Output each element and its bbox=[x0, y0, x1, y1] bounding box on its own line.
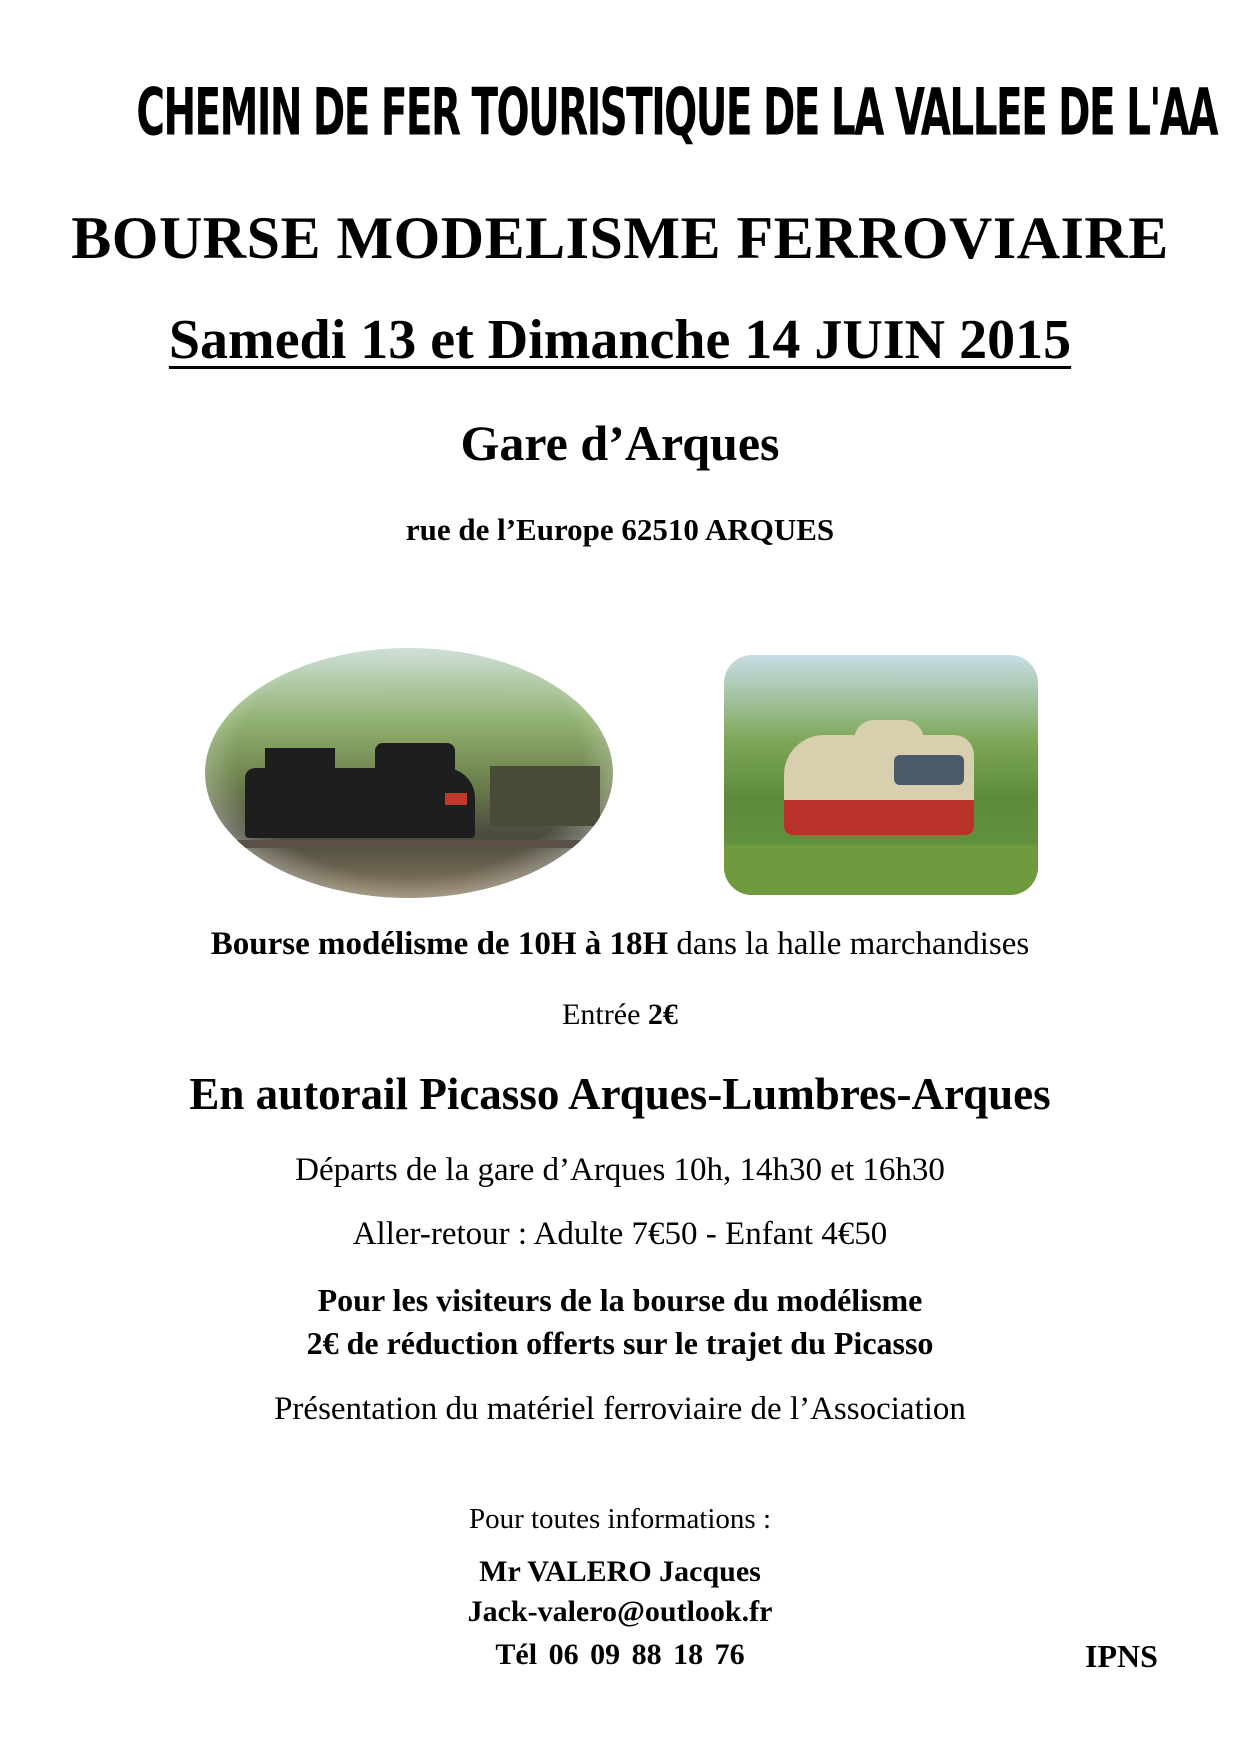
event-dates-text: Samedi 13 et Dimanche 14 JUIN 2015 bbox=[168, 309, 1072, 371]
presentation-text: Présentation du matériel ferroviaire de l’Association bbox=[274, 1391, 966, 1427]
contact-intro: Pour toutes informations : bbox=[468, 1503, 772, 1535]
autorail-title: En autorail Picasso Arques-Lumbres-Arques bbox=[189, 1069, 1051, 1119]
entry-label: Entrée bbox=[562, 998, 648, 1031]
visitor-offer-line1: Pour les visiteurs de la bourse du modélisme bbox=[317, 1282, 923, 1318]
organization-title: CHEMIN DE FER TOURISTIQUE DE LA VALLEE DE L'AA bbox=[136, 74, 1218, 151]
event-title: BOURSE MODELISME FERROVIAIRE bbox=[71, 205, 1169, 271]
contact-phone: Tél 06 09 88 18 76 bbox=[495, 1638, 745, 1671]
steam-locomotive-model-photo bbox=[205, 648, 613, 898]
event-dates bbox=[0, 309, 1240, 371]
contact-email: Jack-valero@outlook.fr bbox=[467, 1595, 773, 1628]
bourse-hours-location: dans la halle marchandises bbox=[668, 926, 1030, 962]
venue-address: rue de l’Europe 62510 ARQUES bbox=[405, 512, 835, 547]
visitor-offer-line2: 2€ de réduction offerts sur le trajet du Picasso bbox=[306, 1325, 934, 1361]
entry-price-value: 2€ bbox=[647, 998, 678, 1031]
fares: Aller-retour : Adulte 7€50 - Enfant 4€50 bbox=[352, 1216, 888, 1252]
departure-times: Départs de la gare d’Arques 10h, 14h30 et 16h30 bbox=[295, 1152, 945, 1188]
contact-name: Mr VALERO Jacques bbox=[479, 1555, 761, 1588]
bourse-hours-bold: Bourse modélisme de 10H à 18H bbox=[210, 926, 669, 962]
venue-title: Gare d’Arques bbox=[460, 415, 780, 471]
entry-price bbox=[0, 1000, 1240, 1030]
picasso-autorail-photo bbox=[724, 655, 1038, 895]
ipns-mark: IPNS bbox=[1085, 1638, 1158, 1674]
bourse-hours bbox=[0, 928, 1240, 961]
